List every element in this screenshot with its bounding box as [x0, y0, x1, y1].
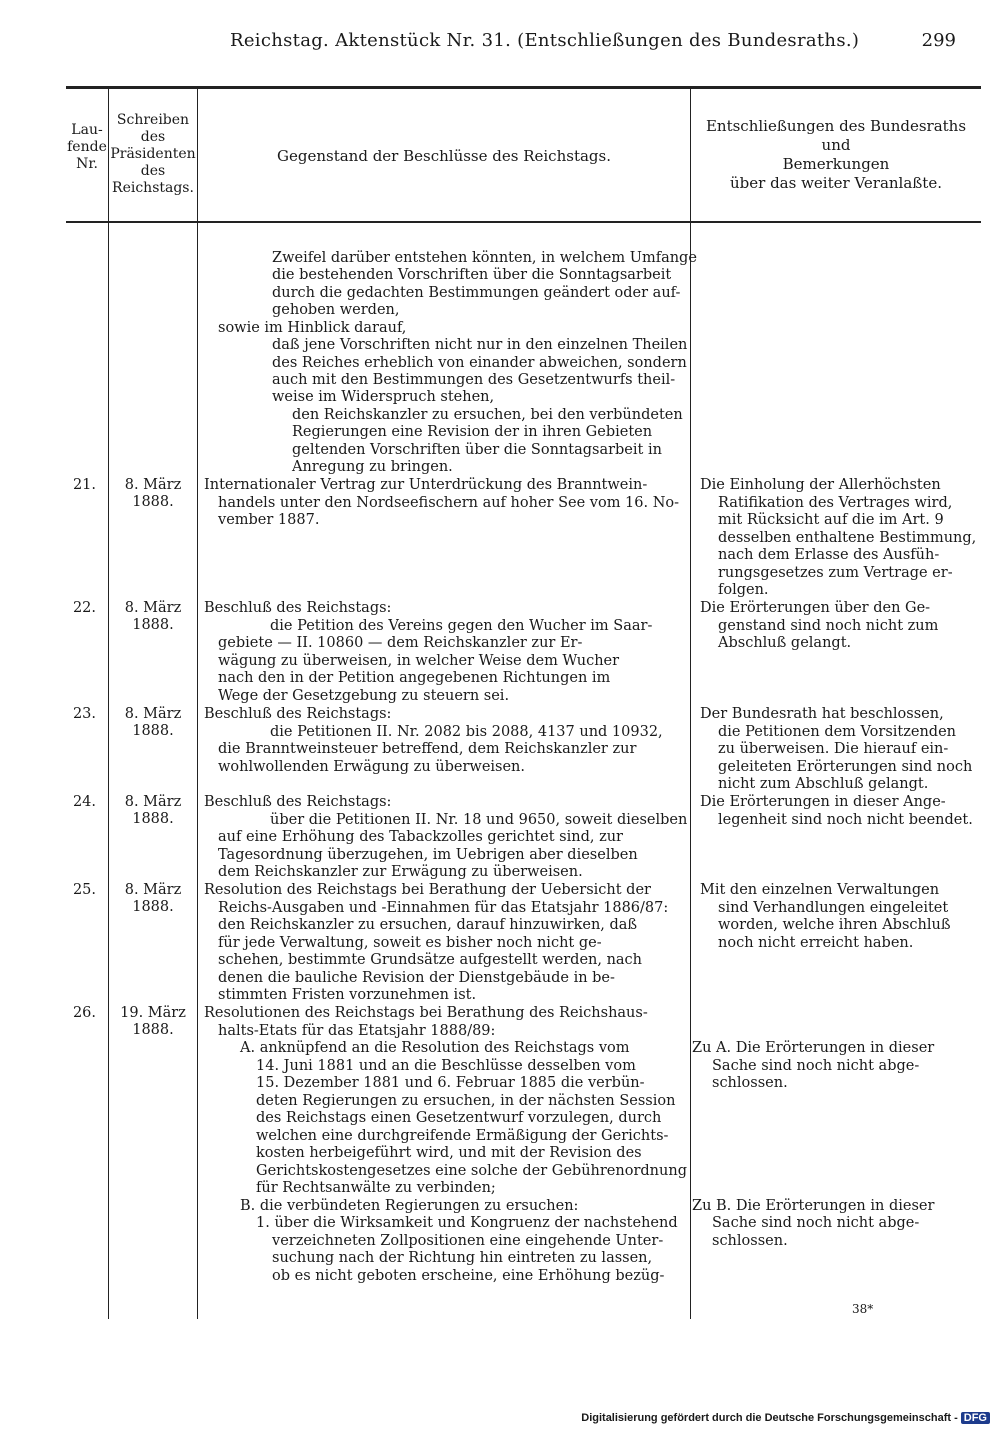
- entry-date: 8. März 1888.: [124, 600, 182, 634]
- dfg-logo: DFG: [961, 1412, 990, 1424]
- col-header-number: Lau- fende Nr.: [67, 122, 107, 172]
- column-divider-2: [197, 89, 198, 1319]
- footer-text: Digitalisierung gefördert durch die Deutsche Forschungsgemeinschaft -: [581, 1412, 958, 1424]
- digitization-footer: [581, 1412, 990, 1424]
- table-top-rule: [66, 86, 981, 89]
- entry-date: 19. März 1888.: [120, 1005, 186, 1039]
- running-header: Reichstag. Aktenstück Nr. 31. (Entschließungen des Bundesraths.): [230, 30, 860, 51]
- header-bottom-rule: [66, 221, 981, 223]
- entry-date: 8. März 1888.: [124, 882, 182, 916]
- entry-date: 8. März 1888.: [124, 794, 182, 828]
- entry-date: 8. März 1888.: [124, 706, 182, 740]
- entry-number: 26.: [72, 1005, 96, 1021]
- entry-number: 23.: [72, 706, 96, 722]
- entry-number: 25.: [72, 882, 96, 898]
- col-header-remarks: Entschließungen des Bundesraths und Bemerkungen über das weiter Veranlaßte.: [705, 117, 967, 192]
- entry-number: 24.: [72, 794, 96, 810]
- page-number: 299: [921, 30, 956, 51]
- column-divider-3: [690, 89, 691, 1319]
- col-header-letter: Schreiben des Präsidenten des Reichstags.: [110, 112, 196, 196]
- entry-date: 8. März 1888.: [124, 477, 182, 511]
- signature-mark: 38*: [852, 1302, 874, 1316]
- column-divider-1: [108, 89, 109, 1319]
- entry-number: 22.: [72, 600, 96, 616]
- col-header-subject: Gegenstand der Beschlüsse des Reichstags.: [277, 147, 611, 165]
- entry-number: 21.: [72, 477, 96, 493]
